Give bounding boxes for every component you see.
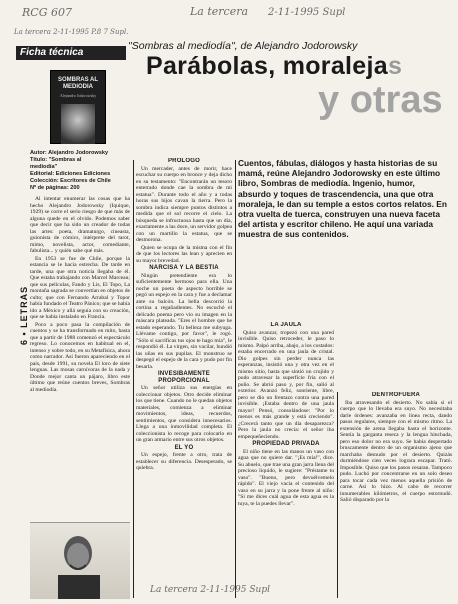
section-label: 6 • LETRAS [19, 285, 29, 345]
archive-code: RCG 607 [22, 6, 72, 19]
story-text: Un señor utiliza sus energías en coleccionar objetos. Otro decide eliminar los que tiene. Cuando no le quedan objetos materiales, comienza a eliminar movimientos, ideas, recuerdos, sentimientos, que considera innecesarios. Llega a una inmovilidad completa. El coleccionista lo recoge para colocarlo en un gran armario entre sus otros objetos. [136, 385, 232, 443]
story-text: Un mercader, antes de morir, hace escuchar su cuerpo en bronce y deja dicho en su testamento: "Encontrarán un tesoro enterrado donde cae la sombra de mi estatua". Durante todo el año y a todas horas sus hijos cavan la tierra. Pero la sombra indica siempre puntos distintos a medida que el sol recorre el cielo. La búsqueda se infructuosa hasta que un día, exactamente a las doce, un servidor golpea con un martillo la estatua, que se desmorona. [136, 165, 232, 243]
left-paragraph: Poco a poco pasa la compilación de cuentos y se ha transformado en mito, hasta que a partir de 1988 comenzó el espectáculo regreso. Lo conocemos en habitual en el, intenso y sobre todo, en su Metafísica, ahora como narrador. Así fueron apareciendo en el país, desde 1991, su novela El loro de siete lenguas. Las mosas carnívoras de la nada y Donde mejor canta un pájaro, libro este último que reúne cuentos breves, Sombras al mediodía. [30, 321, 130, 393]
ficha-title-cont: mediodía" [30, 164, 58, 170]
story-heading: INVESIBAMENTE PROPORCIONAL [158, 371, 210, 384]
title-line-1-main: Parábolas, moraleja [146, 52, 388, 80]
ficha-tecnica-label: Ficha técnica [20, 47, 84, 58]
book-cover-author: Alejandro Jodorowsky [59, 93, 97, 98]
title-line-1 [146, 52, 402, 80]
story-heading: EL YO [174, 444, 194, 451]
column-divider [337, 392, 338, 598]
story-heading: NARCISA Y LA BESTIA [149, 265, 219, 271]
story-text: Un espejo, frente a otro, trata de establecer su diferencia. Desesperado, se quiebra. [136, 452, 232, 471]
handwritten-date: 2-11-1995 Supl [268, 7, 346, 18]
ficha-tecnica-bar [16, 46, 126, 60]
handwritten-source: La tercera [190, 5, 249, 18]
article-kicker: "Sombras al mediodía", de Alejandro Jodorowsky [128, 40, 358, 52]
handwritten-side-note: La tercera 2-11-1995 P.8 7 Supl. [14, 28, 129, 36]
ficha-paginas: Nº de páginas: 200 [30, 185, 80, 191]
ficha-details [30, 150, 130, 192]
story-heading: DENTROFUERA [371, 392, 421, 398]
column-divider [133, 160, 134, 598]
ficha-author: Autor: Alejandro Jodorowsky [30, 150, 109, 156]
middle-column [136, 158, 232, 598]
story-heading: PROPIEDAD PRIVADA [252, 441, 320, 447]
far-right-column [340, 392, 452, 598]
author-portrait-illustration [30, 523, 130, 599]
story-heading: LA JAULA [270, 322, 302, 328]
left-paragraph: En 1953 se fue de Chile, porque la estancia se le hacía estrecha. De tarde en tarde, una que otra noticia llegaba de él. Que estaba trabajando con Marcel Marceau; que sus películas, Fando y Lis, El Topo, La montaña sagrada se convertían en objetos de culto; que con Fernando Arrabal y Topor había fundado el Teatro Pánico; que se había ido a México y allá seguía con su creación, que se había instalado en Francia. [30, 255, 130, 320]
left-paragraph: Al intentar enumerar las cosas que ha hecho Alejandro Jodorowsky (Iquique, 1929) se corre el serio riesgo de que más de alguna quede en el olvido. Podemos saber que decir que ha sido un creador de todas las artes: poeta, dramaturgo, cineasta, guionista de cómics, intérprete del tarot, mimo, novelista, actor, comediante, fabulista... y quién sabe qué más. [30, 196, 130, 254]
book-cover-image [50, 70, 106, 144]
column-divider [235, 160, 236, 598]
ficha-editorial: Editorial: Ediciones Ediciones [30, 171, 111, 177]
intro-standfirst: Cuentos, fábulas, diálogos y hasta historias de su mamá, reúne Alejandro Jodorowsky en este último libro, Sombras de mediodía. Ingenio, humor, absurdo y toques de trascendencia, una que otra moraleja, le dan su temple a estos cortos relatos. En otra vuelta de tuerca, construyen una nueva faceta del artista y escritor chileno. He aquí una variada muestra de sus contenidos. [238, 158, 447, 240]
book-cover-illustration [61, 104, 95, 144]
story-text: El niño tiene en las manos un vaso con agua que no quiere dar. "¡Es mía!", dice. Su abuelo, que trae una gran jarra llena del precioso líquido, le sugiere: "Préstame tu vaso". "Bueno, pero devuélvemelo rápido". El viejo vacía el contenido del vaso en su jarra y la pone frente al niño: "Si me dices cuál agua de esta agua es la tuya, te la puedes llevar". [238, 448, 334, 507]
right-column [238, 322, 334, 598]
story-text: Quien se ocupa de la misma con el fin de que los lectores las lean y aprecien en su mayor brevedad. [136, 244, 232, 264]
author-photo [30, 522, 130, 599]
book-cover-title: SOMBRAS AL MEDIODIA [57, 77, 99, 90]
ficha-title: Título: "Sombras al [30, 157, 82, 163]
title-line-2: y otras [318, 79, 443, 121]
footer-handwritten-source: La tercera 2-11-1995 Supl [150, 585, 270, 595]
left-column [30, 196, 130, 522]
story-heading: PROLOGO [167, 158, 201, 164]
ficha-coleccion: Colección: Escritores de Chile [30, 178, 111, 184]
story-text: Ningún pretendiente era lo suficientemente hermoso para ella. Una noche un poeta de aspecto horrible se pegó un espejo en la cara y fue a declamar ante su balcón. La bella descorrió la cortina a regañadientes. No escuchó el delicado poema pero vio su imagen en la máscara plateada. "Eres el hombre que he estado esperando. Tu belleza me subyuga. Llévame contigo, por favor", le rogó. "Sólo si sacrificas tus ojos te hago mía", le respondió él. La virgen, sin vacilar, hundió las uñas en sus pupilas. El monstruo se despegó el espejo de la cara y pudo por fin besarla. [136, 272, 232, 370]
story-text: Iba atravesando el desierto. No sabía si el cuerpo que lo llevaba era suyo. No necesitaba darle órdenes: avanzaba en línea recta, dando pasos regulares, siempre con el mismo ritmo. La extensión de arena llegaba hasta el horizonte. Sentía la garganta reseca y la lengua hinchada, pero eso dolor no era suyo. Se había despertado bruscamente dentro de un organismo ajeno que marchaba desnudo por el desierto. Quizás durmiéndose cien veces lograra escapar. Trató. Imposible. Quiso que los pasos cesaran. Tampoco pudo. Luchó por concentrarse en un solo deseo para tocar cada vez menos aquella prisión de carne. Así lo hizo. Al cabo de recorrer innumerables kilómetros, el cuerpo estornudó. Salió disparado por la [340, 399, 452, 503]
title-line-1-end: s [387, 52, 403, 80]
story-text: Quiso avanzar, tropezó con una pared invisible. Quiso retroceder, le paso lo mismo. Palpó arriba, abajo, a los costados: estaba encerrado en una jaula de cristal. Dio golpes sin perder nunca las esperanzas, insistió una y otra vez en el mismo sitio, hasta que sintió un crujido y pudo atravesar la superficie fría con el puño. Se abrió paso y, por fin, salió al exterior. Avanzó feliz, sonriente, libre, pero se dio un frentazo contra una pared invisible. ¡Estaba dentro de una jaula mayor! Pensó, consolándose: "Por lo menos es más grande y está creciendo". ¿Crecerá tanto que un día desaparezca? Pero la jaula no crecía: el señor iba empequeñeciendo. [238, 329, 334, 440]
